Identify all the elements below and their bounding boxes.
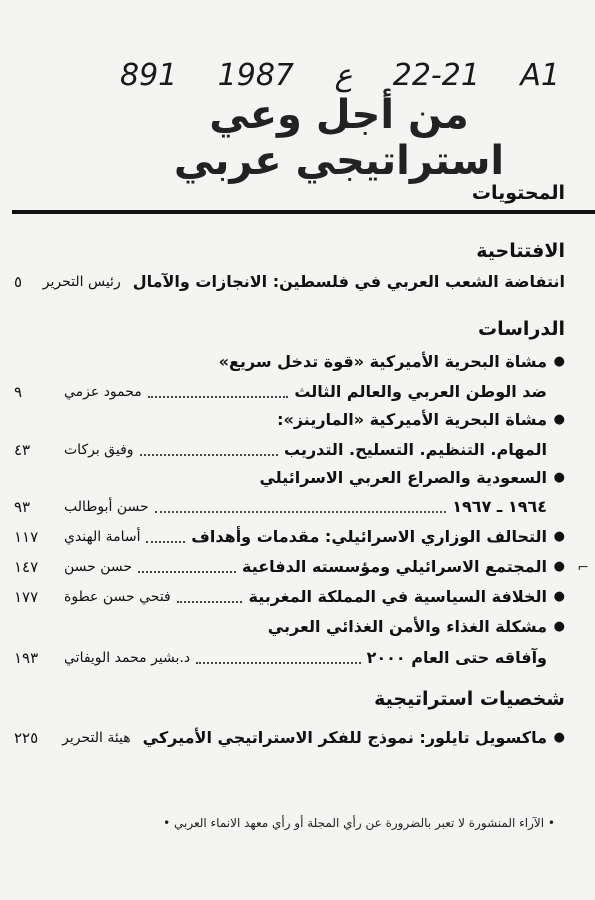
leader-dots	[148, 386, 289, 398]
handwritten-b: 22-21	[392, 58, 480, 93]
toc-title: الخلافة السياسية في المملكة المغربية	[248, 587, 547, 606]
handwritten-annotation	[120, 58, 560, 93]
heading-rule	[12, 210, 595, 214]
leader-dots	[196, 652, 361, 664]
toc-page: ٩٣	[14, 497, 31, 516]
toc-author: د.بشير محمد الويفاتي	[64, 649, 191, 666]
leader-dots	[146, 531, 185, 543]
toc-title: ١٩٦٤ ـ ١٩٦٧	[452, 497, 547, 516]
toc-entry[interactable]	[14, 648, 547, 667]
toc-entry[interactable]	[14, 440, 547, 459]
toc-page: ٤٣	[14, 440, 31, 459]
toc-title: مشاة البحرية الأميركية «قوة تدخل سريع»	[218, 352, 547, 371]
leader-dots	[155, 501, 447, 513]
toc-title: السعودية والصراع العربي الاسرائيلي	[259, 468, 547, 487]
masthead: من أجل وعي استراتيجي عربي	[173, 92, 505, 184]
toc-title: مشكلة الغذاء والأمن الغذائي العربي	[267, 617, 547, 636]
toc-author: أسامة الهندي	[64, 528, 141, 545]
toc-title: انتفاضة الشعب العربي في فلسطين: الانجازات والآمال	[132, 272, 565, 291]
toc-entry[interactable]	[14, 468, 565, 487]
bullet-icon: ●	[553, 354, 565, 369]
bullet-icon: ●	[553, 589, 565, 604]
section-strategic: شخصيات استراتيجية	[374, 688, 565, 710]
bullet-icon: ●	[553, 730, 565, 745]
toc-author: حسن حسن	[64, 558, 133, 575]
toc-entry[interactable]	[14, 587, 565, 606]
toc-title: المجتمع الاسرائيلي ومؤسسته الدفاعية	[242, 557, 547, 576]
toc-author: هيئة التحرير	[62, 729, 131, 746]
section-opening: الافتتاحية	[476, 240, 565, 262]
margin-pen-mark: ⌐	[577, 560, 589, 576]
bullet-icon: ●	[553, 559, 565, 574]
toc-entry[interactable]	[14, 557, 565, 576]
bullet-icon: ●	[553, 470, 565, 485]
leader-dots	[177, 591, 243, 603]
toc-page: ٥	[14, 272, 23, 291]
toc-page: ١٩٣	[14, 648, 39, 667]
bullet-icon: ●	[553, 619, 565, 634]
toc-page: ٢٢٥	[14, 728, 39, 747]
toc-entry[interactable]	[14, 410, 565, 429]
toc-entry[interactable]	[14, 527, 565, 546]
toc-author: حسن أبوطالب	[64, 498, 149, 515]
toc-entry[interactable]	[14, 728, 565, 747]
handwritten-e: 891	[120, 58, 178, 93]
toc-title: وآفاقه حتى العام ٢٠٠٠	[366, 648, 547, 667]
toc-entry[interactable]	[14, 352, 565, 371]
toc-author: رئيس التحرير	[42, 273, 121, 290]
leader-dots	[138, 561, 236, 573]
toc-title: المهام. التنظيم. التسليح. التدريب	[284, 440, 547, 459]
toc-title: التحالف الوزاري الاسرائيلي: مقدمات وأهداف	[191, 527, 547, 546]
toc-entry[interactable]	[14, 382, 547, 401]
handwritten-c: ع	[334, 58, 353, 93]
leader-dots	[140, 444, 278, 456]
toc-title: ماكسويل تايلور: نموذج للفكر الاستراتيجي الأميركي	[142, 728, 547, 747]
contents-heading: المحتويات	[471, 182, 565, 204]
toc-page: ٩	[14, 382, 23, 401]
toc-author: وفيق بركات	[64, 441, 134, 458]
toc-page: ١٤٧	[14, 557, 39, 576]
toc-page: ١١٧	[14, 527, 39, 546]
toc-title: مشاة البحرية الأميركية «المارينز»:	[277, 410, 547, 429]
bullet-icon: ●	[553, 529, 565, 544]
handwritten-a: A1	[520, 58, 560, 93]
toc-author: فتحي حسن عطوة	[64, 588, 171, 605]
toc-page: ١٧٧	[14, 587, 39, 606]
toc-title: ضد الوطن العربي والعالم الثالث	[294, 382, 547, 401]
toc-entry[interactable]	[14, 272, 565, 291]
footnote: • الآراء المنشورة لا تعبر بالضرورة عن رأي المجلة أو رأي معهد الانماء العربي •	[163, 816, 555, 830]
handwritten-d: 1987	[217, 58, 295, 93]
bullet-icon: ●	[553, 412, 565, 427]
toc-author: محمود عزمي	[64, 383, 142, 400]
toc-entry[interactable]	[14, 617, 565, 636]
section-studies: الدراسات	[478, 318, 565, 340]
toc-entry[interactable]	[14, 497, 547, 516]
